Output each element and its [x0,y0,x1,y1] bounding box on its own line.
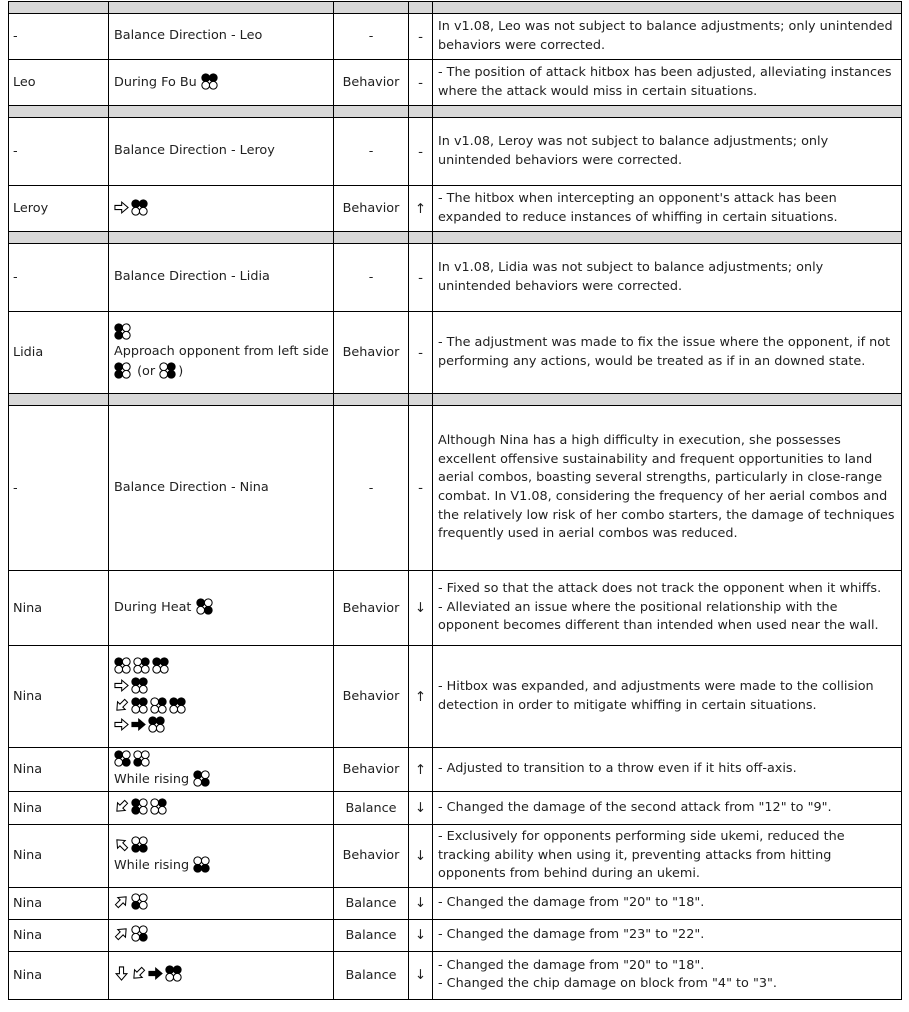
adjustment-type-cell: Behavior [334,186,409,232]
table-row [9,244,902,312]
description-cell [433,887,902,919]
spacer-cell [409,2,433,14]
adjustment-type-cell: Behavior [334,312,409,394]
table-row [9,792,902,825]
direction-indicator-cell: ↑ [409,646,433,748]
adjustment-type-cell: Behavior [334,646,409,748]
description-cell [433,186,902,232]
input-cell [109,186,334,232]
spacer-cell [409,394,433,406]
description-paragraph: - Fixed so that the attack does not track the opponent when it whiffs. [438,581,882,597]
button-cluster-icon [201,73,218,90]
spacer-cell [409,232,433,244]
button-cluster-icon [131,697,148,714]
button-cluster-icon [131,836,148,853]
table-row [9,406,902,571]
patch-notes-table [8,1,902,1000]
input-text: Balance Direction - Nina [114,479,269,495]
input-text: Balance Direction - Leo [114,28,263,43]
description-paragraph: - The position of attack hitbox has been adjusted, alleviating instances where the attack would miss in certain situations. [438,64,892,99]
description-cell [433,14,902,60]
input-line [114,893,331,913]
description-cell [433,748,902,792]
description-paragraph: Although Nina has a high difficulty in execution, she possesses excellent offensive sustainability and frequent opportunities to land aerial combos, boasting several strengths, particularly in close-range combat. In V1.08, considering the frequency of her aerial combos and the relatively low risk of her combo starters, the damage of techniques frequently used in aerial combos was reduced. [438,433,895,542]
description-paragraph: - Changed the chip damage on block from "4" to "3". [438,976,777,992]
spacer-cell [334,394,409,406]
adjustment-type-cell: - [334,14,409,60]
input-cell [109,244,334,312]
input-line [114,27,331,46]
description-paragraph: In v1.08, Leo was not subject to balance adjustments; only unintended behaviors were corrected. [438,18,893,53]
adjustment-type-cell: Behavior [334,60,409,106]
character-cell: Nina [9,951,109,999]
input-line [114,750,331,770]
button-cluster-icon [131,798,148,815]
direction-indicator-cell: ↓ [409,571,433,646]
input-text: While rising [114,857,194,873]
input-cell [109,14,334,60]
input-line [114,677,331,697]
description-paragraph: - Changed the damage of the second attack from "12" to "9". [438,799,832,815]
input-cell [109,571,334,646]
description-cell [433,825,902,888]
spacer-cell [334,106,409,118]
direction-indicator-cell: ↓ [409,792,433,825]
table-row [9,60,902,106]
spacer-row [9,106,902,118]
description-cell [433,312,902,394]
input-cell [109,951,334,999]
button-cluster-icon [114,323,131,340]
input-cell [109,646,334,748]
spacer-cell [334,2,409,14]
input-line [114,598,331,618]
spacer-cell [9,394,109,406]
input-line [114,343,331,362]
input-text: Approach opponent from left side [114,344,329,359]
arrow-right-outline-icon [114,717,129,732]
arrow-right-solid-icon [131,717,146,732]
table-row [9,14,902,60]
button-cluster-icon [196,598,213,615]
spacer-cell [433,106,902,118]
adjustment-type-cell: Behavior [334,825,409,888]
description-paragraph: - Alleviated an issue where the positional relationship with the opponent becomes different than intended when used near the wall. [438,599,879,634]
arrow-right-solid-icon [148,966,163,981]
button-cluster-icon [193,770,210,787]
button-cluster-icon [114,362,131,379]
arrow-down-outline-icon [114,966,129,981]
description-cell [433,919,902,951]
arrow-up-left-outline-icon [111,834,132,855]
character-cell: Leo [9,60,109,106]
direction-indicator-cell: - [409,406,433,571]
direction-indicator-cell: - [409,312,433,394]
button-cluster-icon [148,716,165,733]
button-cluster-icon [114,750,131,767]
character-cell: - [9,406,109,571]
input-cell [109,887,334,919]
input-line [114,479,331,498]
button-cluster-icon [169,697,186,714]
adjustment-type-cell: - [334,244,409,312]
input-text: Balance Direction - Leroy [114,143,275,158]
input-line [114,925,331,945]
direction-indicator-cell: - [409,60,433,106]
input-cell [109,312,334,394]
input-line [114,836,331,856]
spacer-cell [109,394,334,406]
description-cell [433,571,902,646]
button-cluster-icon [133,657,150,674]
adjustment-type-cell: - [334,406,409,571]
character-cell: Nina [9,571,109,646]
description-paragraph: - Hitbox was expanded, and adjustments were made to the collision detection in order to mitigate whiffing in certain situations. [438,678,874,713]
description-paragraph: - The hitbox when intercepting an opponent's attack has been expanded to reduce instances of whiffing in certain situations. [438,190,838,225]
table-row [9,748,902,792]
description-paragraph: In v1.08, Leroy was not subject to balance adjustments; only unintended behaviors were corrected. [438,133,829,168]
character-cell: - [9,14,109,60]
input-cell [109,792,334,825]
input-line [114,697,331,717]
spacer-cell [9,106,109,118]
input-text: During Fo Bu [114,74,201,90]
table-row [9,951,902,999]
spacer-cell [409,106,433,118]
direction-indicator-cell: - [409,14,433,60]
adjustment-type-cell: Balance [334,792,409,825]
description-paragraph: - Changed the damage from "23" to "22". [438,926,705,942]
input-text: Balance Direction - Lidia [114,269,270,284]
description-cell [433,951,902,999]
input-line [114,657,331,677]
input-line [114,798,331,818]
spacer-row [9,394,902,406]
table-row [9,312,902,394]
input-line [114,73,331,93]
button-cluster-icon [114,657,131,674]
input-cell [109,825,334,888]
direction-indicator-cell: ↓ [409,919,433,951]
arrow-up-right-outline-icon [111,923,132,944]
input-cell [109,60,334,106]
button-cluster-icon [150,798,167,815]
character-cell: Nina [9,792,109,825]
description-cell [433,244,902,312]
spacer-cell [334,232,409,244]
arrow-down-left-outline-icon [111,694,132,715]
input-line [114,142,331,161]
button-cluster-icon [133,750,150,767]
input-cell [109,919,334,951]
input-text: During Heat [114,600,196,616]
arrow-down-left-outline-icon [128,963,149,984]
description-paragraph: - Changed the damage from "20" to "18". [438,894,705,910]
input-line [114,716,331,736]
button-cluster-icon [159,362,176,379]
direction-indicator-cell: ↓ [409,825,433,888]
input-text: (or [133,364,160,379]
description-cell [433,646,902,748]
table-row [9,118,902,186]
description-paragraph: In v1.08, Lidia was not subject to balance adjustments; only unintended behaviors were corrected. [438,259,824,294]
spacer-cell [9,232,109,244]
spacer-cell [433,394,902,406]
button-cluster-icon [131,199,148,216]
adjustment-type-cell: Balance [334,887,409,919]
character-cell: Nina [9,887,109,919]
adjustment-type-cell: Balance [334,951,409,999]
direction-indicator-cell: - [409,244,433,312]
description-paragraph: - Exclusively for opponents performing side ukemi, reduced the tracking ability when using it, preventing attacks from hitting opponents from behind during an ukemi. [438,829,845,882]
button-cluster-icon [165,965,182,982]
direction-indicator-cell: ↑ [409,748,433,792]
spacer-cell [109,106,334,118]
spacer-row [9,2,902,14]
spacer-cell [433,232,902,244]
button-cluster-icon [150,697,167,714]
character-cell: - [9,118,109,186]
table-row [9,887,902,919]
input-line [114,323,331,343]
character-cell: Nina [9,825,109,888]
description-paragraph: - The adjustment was made to fix the issue where the opponent, if not performing any actions, would be treated as if in an downed state. [438,334,891,369]
button-cluster-icon [131,893,148,910]
table-row [9,646,902,748]
description-paragraph: - Changed the damage from "20" to "18". [438,957,705,973]
input-line [114,856,331,876]
button-cluster-icon [131,677,148,694]
arrow-down-left-outline-icon [111,796,132,817]
button-cluster-icon [131,925,148,942]
spacer-cell [109,232,334,244]
input-line [114,199,331,219]
input-line [114,268,331,287]
adjustment-type-cell: Behavior [334,571,409,646]
direction-indicator-cell: ↓ [409,887,433,919]
character-cell: Leroy [9,186,109,232]
spacer-cell [109,2,334,14]
page [0,1,909,1012]
button-cluster-icon [152,657,169,674]
character-cell: - [9,244,109,312]
description-cell [433,60,902,106]
spacer-cell [9,2,109,14]
character-cell: Nina [9,748,109,792]
arrow-up-right-outline-icon [111,891,132,912]
input-text: While rising [114,771,194,787]
table-row [9,825,902,888]
character-cell: Nina [9,646,109,748]
arrow-right-outline-icon [114,678,129,693]
description-paragraph: - Adjusted to transition to a throw even if it hits off-axis. [438,761,797,777]
description-cell [433,406,902,571]
arrow-right-outline-icon [114,200,129,215]
input-line [114,965,331,985]
description-cell [433,792,902,825]
direction-indicator-cell: ↓ [409,951,433,999]
direction-indicator-cell: - [409,118,433,186]
adjustment-type-cell: Behavior [334,748,409,792]
button-cluster-icon [193,856,210,873]
direction-indicator-cell: ↑ [409,186,433,232]
character-cell: Lidia [9,312,109,394]
input-text: ) [178,364,184,379]
adjustment-type-cell: Balance [334,919,409,951]
input-line [114,770,331,790]
input-cell [109,118,334,186]
input-cell [109,748,334,792]
table-row [9,186,902,232]
spacer-cell [433,2,902,14]
adjustment-type-cell: - [334,118,409,186]
spacer-row [9,232,902,244]
table-row [9,919,902,951]
table-row [9,571,902,646]
description-cell [433,118,902,186]
input-cell [109,406,334,571]
input-line [114,362,331,382]
character-cell: Nina [9,919,109,951]
